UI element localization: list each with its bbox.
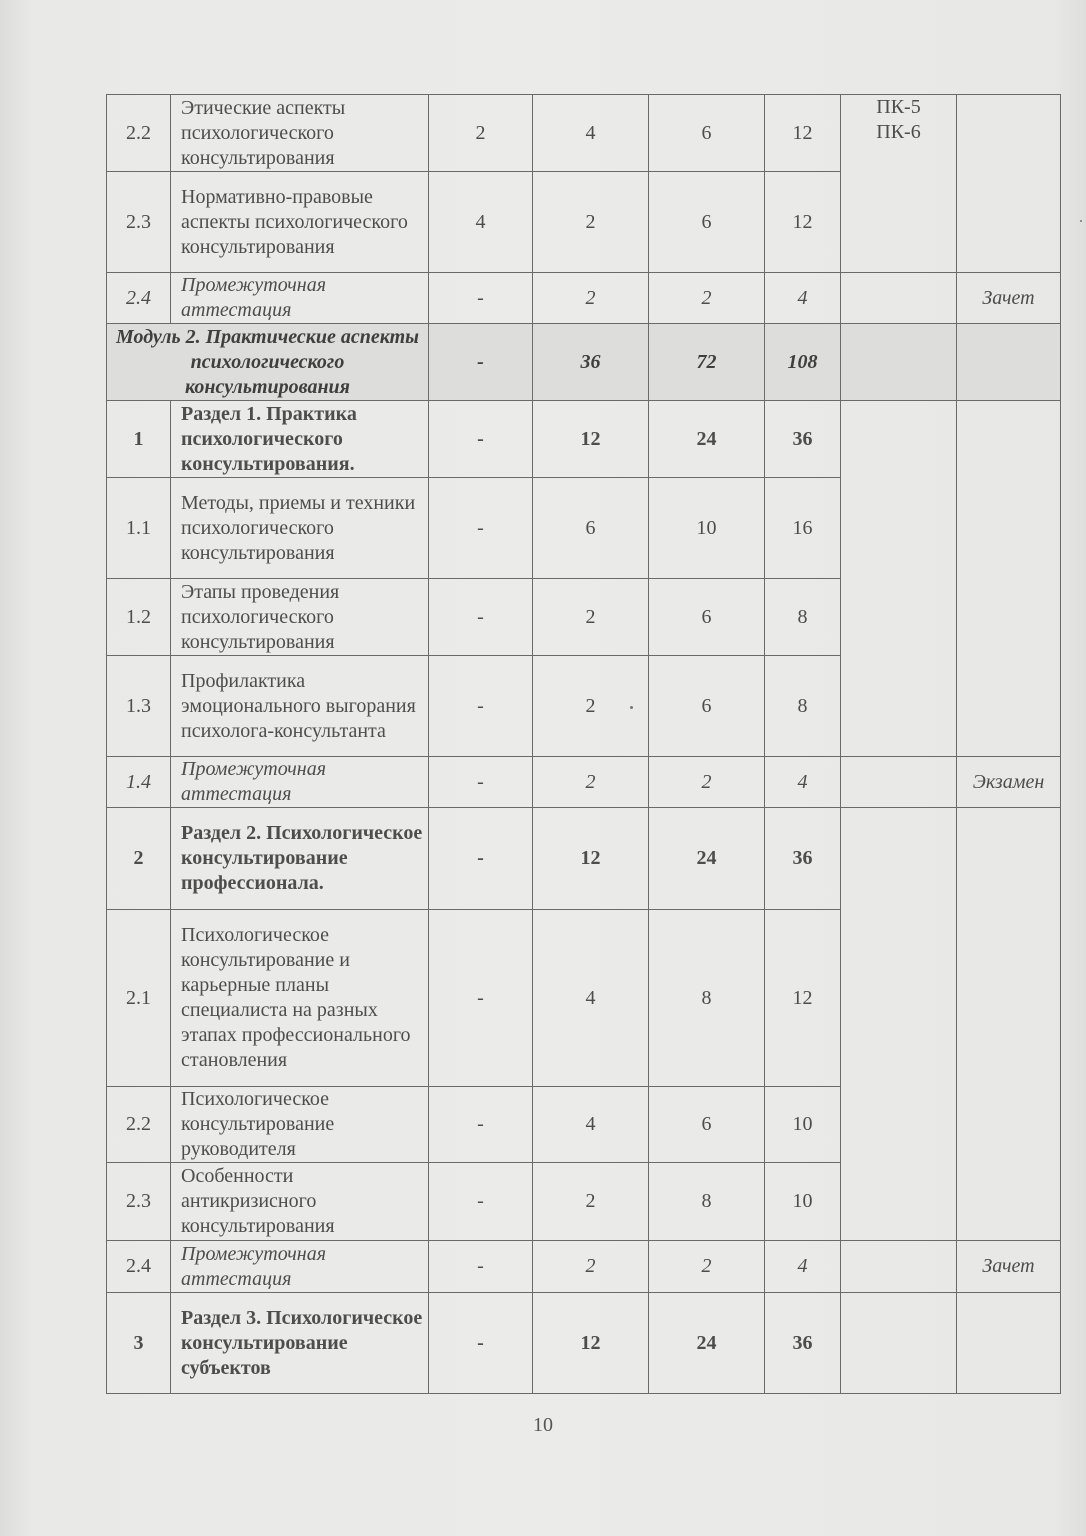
hours-col-3: 10 [649,478,765,579]
competencies-cell [841,757,957,808]
row-number: 1.2 [107,579,171,656]
hours-col-3: 6 [649,1087,765,1163]
hours-col-3: 2 [649,757,765,808]
table-row [107,757,1061,808]
row-number: 2.3 [107,172,171,273]
section-title: Раздел 1. Практика психологического консультирования. [171,401,429,478]
hours-col-1: - [429,579,533,656]
assessment-form-cell [957,95,1061,273]
hours-col-1: - [429,1241,533,1293]
row-number: 1 [107,401,171,478]
hours-col-2: 4 [533,1087,649,1163]
row-title: Психологическое консультирование и карьерные планы специалиста на разных этапах профессионального становления [171,910,429,1087]
scan-speck [1080,220,1082,222]
section-row [107,808,1061,910]
competencies-cell [841,1293,957,1394]
hours-col-3: 6 [649,95,765,172]
row-title: Промежуточная аттестация [171,757,429,808]
hours-col-1: - [429,401,533,478]
module-title: Модуль 2. Практические аспекты психологического консультирования [107,324,429,401]
hours-col-1: - [429,324,533,401]
hours-col-2: 2 [533,656,649,757]
row-number: 2.3 [107,1163,171,1241]
hours-total: 12 [765,910,841,1087]
section-title: Раздел 2. Психологическое консультирование профессионала. [171,808,429,910]
hours-col-2: 12 [533,401,649,478]
table-row [107,95,1061,172]
hours-col-3: 8 [649,1163,765,1241]
hours-col-2: 2 [533,1163,649,1241]
table-row [107,273,1061,324]
hours-total: 8 [765,579,841,656]
hours-col-1: 4 [429,172,533,273]
hours-total: 4 [765,757,841,808]
row-number: 1.4 [107,757,171,808]
hours-col-1: - [429,1087,533,1163]
table-row [107,1241,1061,1293]
row-title: Особенности антикризисного консультирования [171,1163,429,1241]
hours-total: 12 [765,172,841,273]
row-title: Промежуточная аттестация [171,273,429,324]
hours-col-3: 72 [649,324,765,401]
module-row [107,324,1061,401]
competencies-cell [841,273,957,324]
hours-total: 12 [765,95,841,172]
hours-col-3: 2 [649,1241,765,1293]
row-number: 2.4 [107,273,171,324]
hours-total: 36 [765,808,841,910]
competencies-cell [841,401,957,757]
assessment-form: Экзамен [957,757,1061,808]
hours-col-1: - [429,910,533,1087]
competencies-cell [841,808,957,1241]
hours-col-2: 6 [533,478,649,579]
competencies-cell [841,324,957,401]
hours-col-1: - [429,1163,533,1241]
hours-total: 36 [765,1293,841,1394]
row-number: 3 [107,1293,171,1394]
hours-total: 10 [765,1163,841,1241]
row-number: 1.1 [107,478,171,579]
row-number: 2.1 [107,910,171,1087]
hours-col-2: 2 [533,172,649,273]
hours-col-3: 6 [649,656,765,757]
row-title: Психологическое консультирование руководителя [171,1087,429,1163]
hours-col-3: 2 [649,273,765,324]
curriculum-table [106,94,1061,1394]
hours-col-2: 2 [533,757,649,808]
hours-total: 4 [765,273,841,324]
section-title: Раздел 3. Психологическое консультирование субъектов [171,1293,429,1394]
hours-col-2: 12 [533,808,649,910]
hours-col-1: - [429,808,533,910]
hours-total: 4 [765,1241,841,1293]
hours-col-2: 2 [533,273,649,324]
hours-col-2: 4 [533,910,649,1087]
competency-code: ПК-5 [876,96,921,118]
hours-col-1: - [429,1293,533,1394]
row-title: Нормативно-правовые аспекты психологического консультирования [171,172,429,273]
hours-col-3: 6 [649,172,765,273]
hours-col-1: - [429,656,533,757]
hours-col-1: - [429,478,533,579]
row-title: Промежуточная аттестация [171,1241,429,1293]
scan-speck [630,706,633,709]
hours-col-1: - [429,273,533,324]
row-number: 2.2 [107,95,171,172]
section-row [107,401,1061,478]
hours-total: 16 [765,478,841,579]
hours-total: 8 [765,656,841,757]
hours-col-3: 24 [649,1293,765,1394]
assessment-form-cell [957,1293,1061,1394]
hours-col-3: 6 [649,579,765,656]
assessment-form-cell [957,324,1061,401]
row-title: Этапы проведения психологического консультирования [171,579,429,656]
hours-col-1: 2 [429,95,533,172]
assessment-form-cell [957,401,1061,757]
row-title: Этические аспекты психологического консультирования [171,95,429,172]
section-row [107,1293,1061,1394]
hours-col-2: 2 [533,579,649,656]
hours-col-2: 4 [533,95,649,172]
hours-total: 36 [765,401,841,478]
page-number: 10 [533,1414,553,1436]
competencies-cell [841,1241,957,1293]
hours-col-2: 2 [533,1241,649,1293]
competencies-cell [841,95,957,273]
hours-col-1: - [429,757,533,808]
assessment-form-cell [957,808,1061,1241]
assessment-form: Зачет [957,273,1061,324]
assessment-form: Зачет [957,1241,1061,1293]
hours-col-3: 24 [649,808,765,910]
hours-col-3: 8 [649,910,765,1087]
row-number: 2 [107,808,171,910]
row-number: 2.4 [107,1241,171,1293]
row-title: Методы, приемы и техники психологического консультирования [171,478,429,579]
hours-total: 10 [765,1087,841,1163]
row-number: 2.2 [107,1087,171,1163]
competency-code: ПК-6 [876,121,921,143]
hours-col-3: 24 [649,401,765,478]
row-title: Профилактика эмоционального выгорания психолога-консультанта [171,656,429,757]
hours-col-2: 12 [533,1293,649,1394]
hours-total: 108 [765,324,841,401]
hours-col-2: 36 [533,324,649,401]
row-number: 1.3 [107,656,171,757]
